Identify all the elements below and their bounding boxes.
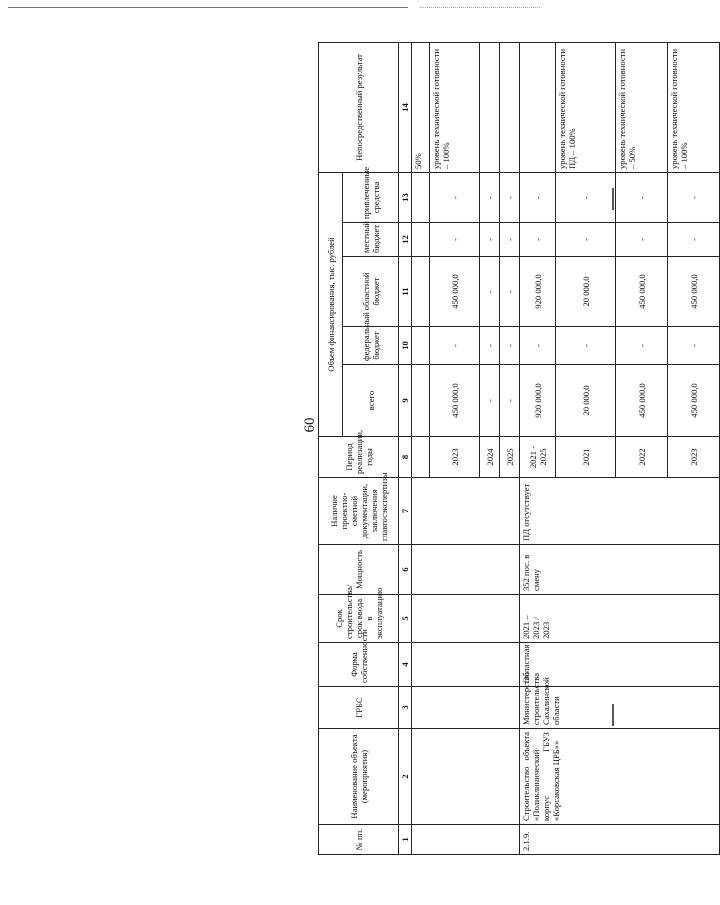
cell-term: 2021 – 2023 / 2023 [520,595,720,643]
col-number: 5 [399,595,412,643]
cell-result [500,43,520,173]
header-local: местный бюджет [343,223,399,257]
header-total: всего [343,365,399,437]
col-number: 10 [399,327,412,365]
header-psd: Наличие проектно-сметной документации, заключения главгосэкспертизы [319,478,399,545]
cell-result: уровень технической готовности ПД – 100% [556,43,616,173]
cell-total: 450 000,0 [430,365,480,437]
cell-result: уровень технической готовности – 50% [616,43,668,173]
cell-period: 2021 - 2025 [520,437,556,478]
page-number: 60 [302,417,318,433]
cell-capacity: 352 пос. в смену [520,545,720,595]
cell-name: Строительство объекта «Поликлинический корпус ГБУЗ «Корсаковская ЦРБ»» [520,729,720,825]
col-number: 14 [399,43,412,173]
header-grbs: ГРБС [319,687,399,729]
col-number: 9 [399,365,412,437]
header-federal: федеральный бюджет [343,327,399,365]
col-number: 12 [399,223,412,257]
header-ownership: Форма собственности [319,643,399,687]
table-row [412,43,430,855]
cell-federal: - [500,327,520,365]
cell-ownership: Областная [520,643,720,687]
cell-total: 450 000,0 [668,365,720,437]
cell-period: 2021 [556,437,616,478]
cell-result: уровень технической готовности – 100% [430,43,480,173]
header-attracted: привлеченные средства [343,173,399,223]
cell-local: - [556,223,616,257]
table-row [520,43,556,855]
header-name: Наименование объекта (мероприятия) [319,729,399,825]
cell-regional: - [500,257,520,327]
cell-attracted: - [500,173,520,223]
cell-total: - [480,365,500,437]
cell-federal: - [480,327,500,365]
cell-period: 2024 [480,437,500,478]
header-term: Срок строительства/срок ввода в эксплуатацию [319,595,399,643]
cell-local: - [500,223,520,257]
cell-num [412,825,520,855]
col-number: 4 [399,643,412,687]
cell-ownership [412,643,520,687]
header-result: Непосредственный результат [319,43,399,173]
cell-name [412,729,520,825]
cell-capacity [412,545,520,595]
cell-period: 2025 [500,437,520,478]
cell-period: 2022 [616,437,668,478]
col-number: 2 [399,729,412,825]
cell-psd [412,478,520,545]
col-number: 6 [399,545,412,595]
scan-top-line-faint [420,7,540,8]
cell-local: - [668,223,720,257]
header-capacity: Мощность [319,545,399,595]
cell-attracted [412,173,430,223]
cell-regional: 920 000,0 [520,257,556,327]
cell-attracted: - [520,173,556,223]
header-regional: областной бюджет [343,257,399,327]
cell-federal: - [520,327,556,365]
cell-grbs [412,687,520,729]
cell-federal: - [616,327,668,365]
cell-regional: - [480,257,500,327]
cell-period: 2023 [668,437,720,478]
cell-total: 920 000,0 [520,365,556,437]
cell-local: - [480,223,500,257]
col-number: 8 [399,437,412,478]
scan-top-line [8,7,408,8]
cell-attracted: - [480,173,500,223]
col-number: 7 [399,478,412,545]
cell-local: - [520,223,556,257]
cell-regional: 450 000,0 [430,257,480,327]
cell-regional: 450 000,0 [668,257,720,327]
financing-table [318,42,720,855]
cell-attracted: - [430,173,480,223]
cell-result: уровень технической готовности – 100% [668,43,720,173]
cell-result [480,43,500,173]
cell-period [412,437,430,478]
col-number: 1 [399,825,412,855]
col-number: 3 [399,687,412,729]
cell-result: 50% [412,43,430,173]
cell-grbs: Министерство строительства Сахалинской области [520,687,720,729]
cell-result [520,43,556,173]
header-num: № пп. [319,825,399,855]
cell-local: - [616,223,668,257]
cell-total [412,365,430,437]
col-number: 11 [399,257,412,327]
cell-total: 450 000,0 [616,365,668,437]
cell-psd: ПД отсутствует [520,478,720,545]
cell-local: - [430,223,480,257]
cell-regional: 20 000,0 [556,257,616,327]
cell-regional: 450 000,0 [616,257,668,327]
column-number-row [399,43,412,855]
rotated-table-container [318,43,699,855]
header-period: Период реализации, годы [319,437,399,478]
cell-num: 2.1.9. [520,825,720,855]
cell-attracted: - [616,173,668,223]
cell-attracted: - [556,173,616,223]
cell-federal: - [430,327,480,365]
cell-term [412,595,520,643]
cell-total: - [500,365,520,437]
header-funding: Объем финансирования, тыс. рублей [319,173,343,437]
cell-local [412,223,430,257]
col-number: 13 [399,173,412,223]
cell-regional [412,257,430,327]
cell-federal: - [668,327,720,365]
cell-total: 20 000,0 [556,365,616,437]
cell-federal [412,327,430,365]
cell-federal: - [556,327,616,365]
cell-period: 2023 [430,437,480,478]
cell-attracted: - [668,173,720,223]
